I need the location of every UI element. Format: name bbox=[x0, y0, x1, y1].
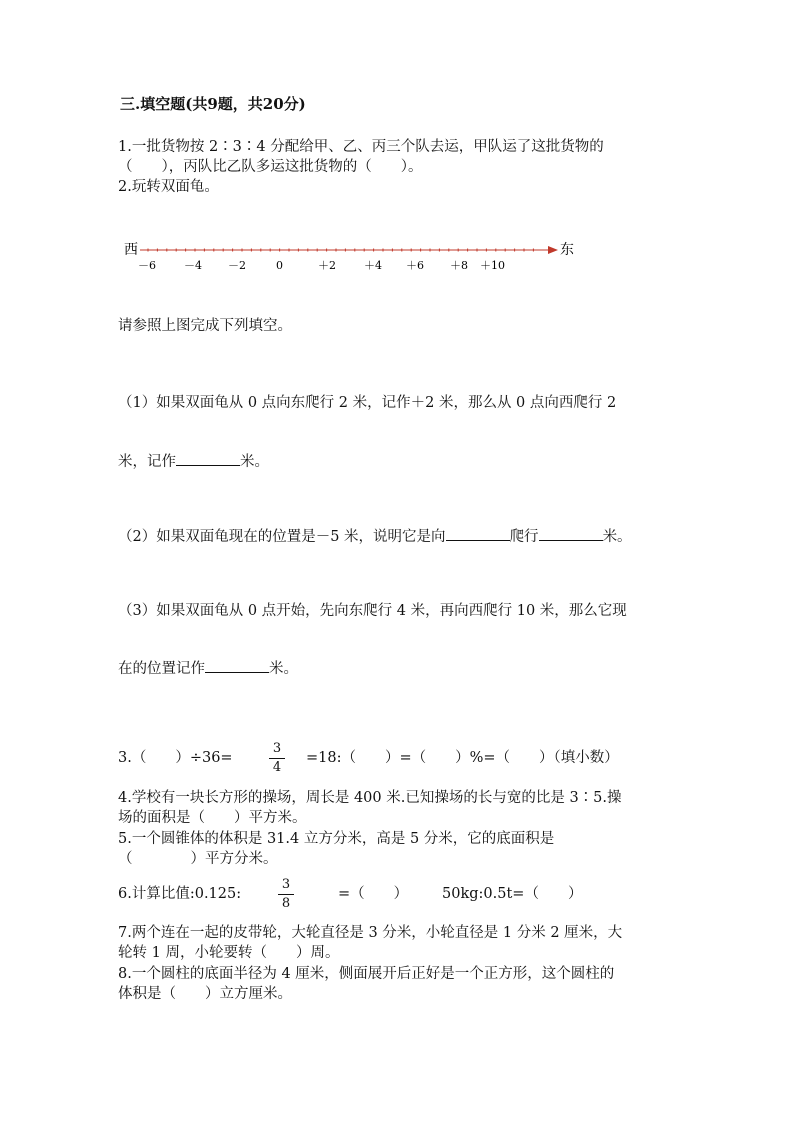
part-1-text-b: 米。 bbox=[240, 454, 269, 470]
question-8-line-2: 体积是（ ）立方厘米。 bbox=[118, 986, 292, 1002]
question-3-text-b: =18:（ ）=（ ）%=（ ）（填小数） bbox=[306, 750, 619, 766]
fraction-numerator: 3 bbox=[281, 877, 291, 892]
west-label: 西 bbox=[124, 242, 138, 258]
fraction-denominator: 8 bbox=[281, 896, 291, 911]
question-1-line-1: 1.一批货物按 2∶3∶4 分配给甲、乙、丙三个队去运，甲队运了这批货物的 bbox=[118, 139, 604, 155]
part-3-text-a: 在的位置记作 bbox=[118, 661, 205, 677]
arrow-right-icon bbox=[548, 246, 558, 254]
east-label: 东 bbox=[560, 242, 574, 258]
part-1-text-a: 米，记作 bbox=[118, 454, 176, 470]
part-2-line bbox=[118, 526, 632, 547]
tick-label: ＋4 bbox=[364, 259, 382, 272]
answer-blank[interactable] bbox=[446, 526, 510, 541]
fraction-numerator: 3 bbox=[272, 741, 282, 756]
question-6-text-c: 50kg:0.5t=（ ） bbox=[442, 886, 583, 902]
tick-label: ＋8 bbox=[450, 259, 468, 272]
answer-blank[interactable] bbox=[539, 526, 603, 541]
tick-label: ＋2 bbox=[318, 259, 336, 272]
section-title: 三.填空题(共9题，共20分) bbox=[120, 95, 306, 113]
question-4-line-1: 4.学校有一块长方形的操场，周长是 400 米.已知操场的长与宽的比是 3∶5.操 bbox=[118, 790, 622, 806]
fraction-denominator: 4 bbox=[272, 760, 282, 775]
answer-blank[interactable] bbox=[176, 451, 240, 466]
question-2-title: 2.玩转双面龟。 bbox=[118, 179, 219, 195]
question-6-text-a: 6.计算比值:0.125: bbox=[118, 886, 242, 902]
question-4-line-2: 场的面积是（ ）平方米。 bbox=[118, 810, 307, 826]
question-7-line-2: 轮转 1 周，小轮要转（ ）周。 bbox=[118, 945, 340, 961]
fraction-three-quarters bbox=[269, 741, 285, 776]
question-5-line-2: （ ）平方分米。 bbox=[118, 851, 278, 867]
question-3-text-a: 3.（ ）÷36= bbox=[118, 750, 233, 766]
tick-labels bbox=[138, 259, 505, 272]
question-6-text-b: =（ ） bbox=[338, 886, 409, 902]
fraction-bar bbox=[269, 758, 285, 759]
number-line bbox=[118, 236, 588, 280]
tick-label: ＋6 bbox=[406, 259, 424, 272]
part-3-text-b: 米。 bbox=[269, 661, 298, 677]
fraction-bar bbox=[278, 894, 294, 895]
question-8-line-1: 8.一个圆柱的底面半径为 4 厘米，侧面展开后正好是一个正方形，这个圆柱的 bbox=[118, 966, 615, 982]
tick-label: 0 bbox=[276, 259, 283, 272]
part-3-line-2 bbox=[118, 658, 298, 679]
instruction: 请参照上图完成下列填空。 bbox=[118, 318, 292, 334]
answer-blank[interactable] bbox=[205, 658, 269, 673]
question-5-line-1: 5.一个圆锥体的体积是 31.4 立方分米，高是 5 分米，它的底面积是 bbox=[118, 831, 555, 847]
tick-label: ＋10 bbox=[480, 259, 505, 272]
part-2-text-c: 米。 bbox=[602, 529, 632, 545]
part-2-text-a: （2）如果双面龟现在的位置是－5 米，说明它是向 bbox=[118, 529, 446, 545]
part-1-line-2 bbox=[118, 451, 269, 472]
fraction-three-eighths bbox=[278, 877, 294, 912]
part-2-text-b: 爬行 bbox=[509, 529, 539, 545]
question-1-line-2: （ ），丙队比乙队多运这批货物的（ ）。 bbox=[118, 159, 423, 175]
tick-label: －4 bbox=[184, 259, 202, 272]
part-3-line-1: （3）如果双面龟从 0 点开始，先向东爬行 4 米，再向西爬行 10 米，那么它现 bbox=[118, 603, 627, 619]
part-1-line-1: （1）如果双面龟从 0 点向东爬行 2 米，记作＋2 米，那么从 0 点向西爬行 2 bbox=[118, 395, 617, 411]
question-7-line-1: 7.两个连在一起的皮带轮，大轮直径是 3 分米，小轮直径是 1 分米 2 厘米，大 bbox=[118, 925, 623, 941]
tick-label: －2 bbox=[228, 259, 246, 272]
tick-label: －6 bbox=[138, 259, 156, 272]
